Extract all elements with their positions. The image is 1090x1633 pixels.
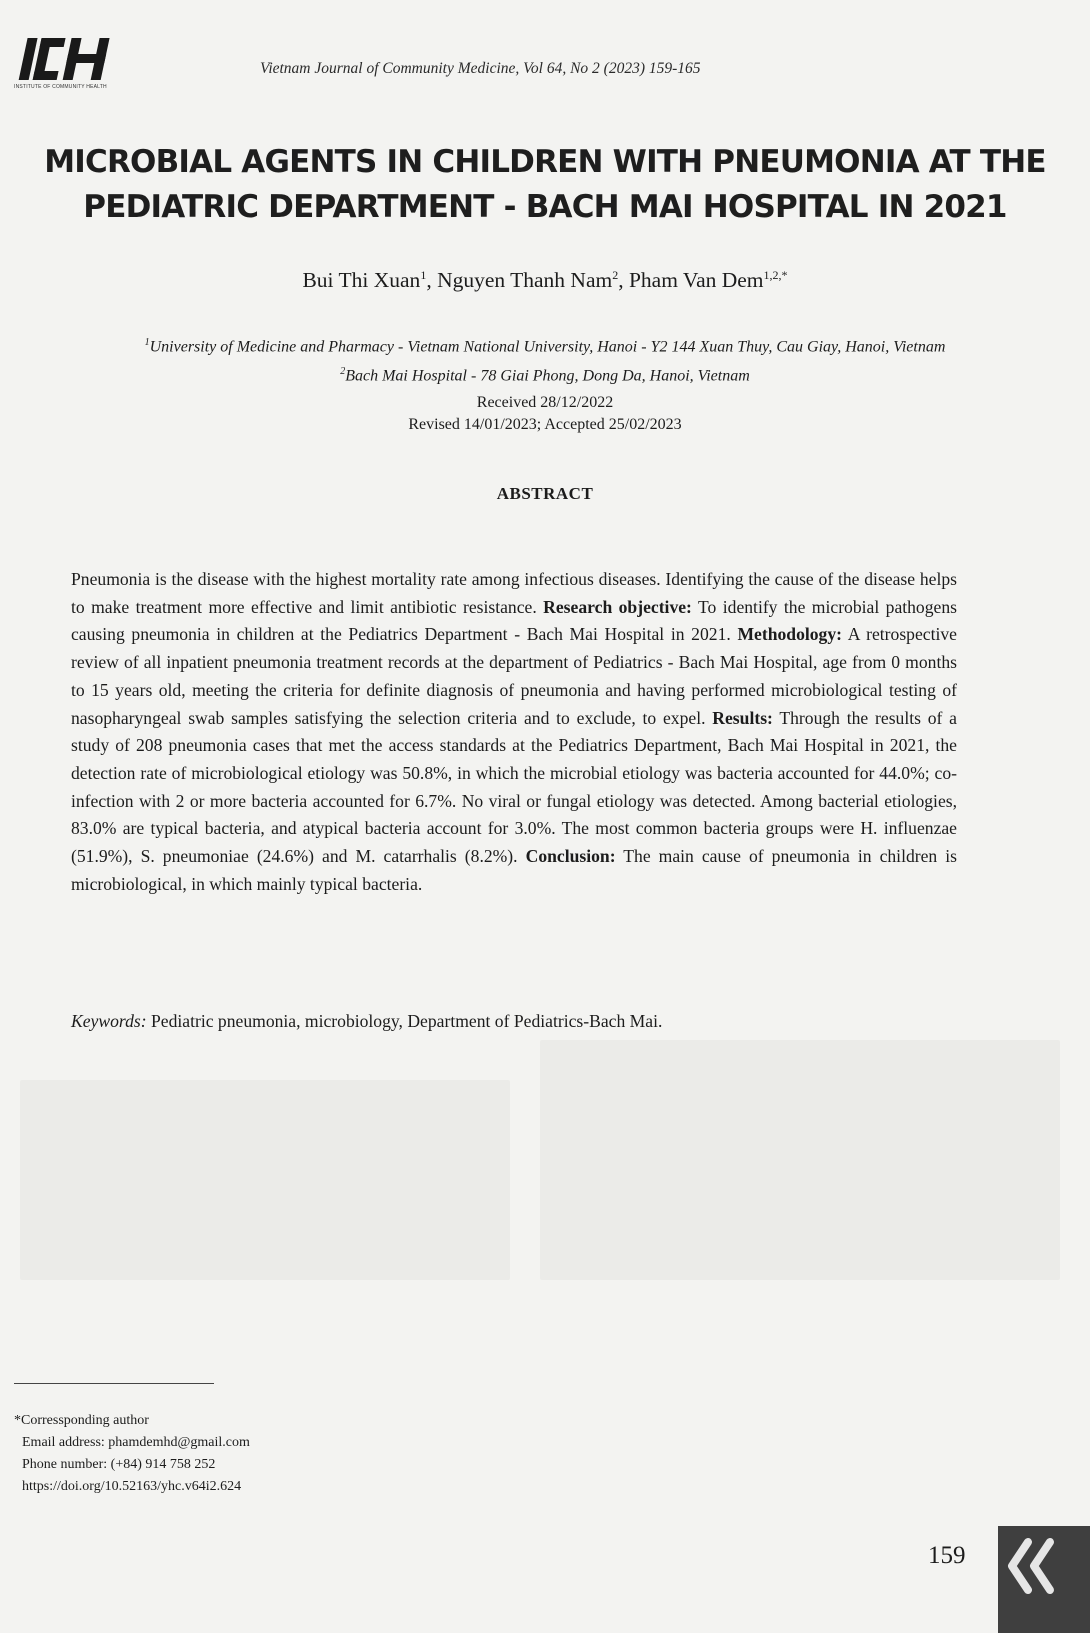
conclusion-text: The main cause of pneumonia in children is microbiological, in which mainly typical bacteria.	[71, 846, 957, 894]
journal-logo	[14, 36, 122, 96]
keywords-label: Keywords:	[71, 1011, 147, 1031]
footnote-phone: Phone number: (+84) 914 758 252	[22, 1457, 216, 1472]
affiliation-line	[0, 330, 1090, 359]
author-affil-mark: 1	[420, 268, 427, 282]
affil-number: 1	[144, 337, 150, 348]
author-name: Bui Thi Xuan	[302, 268, 421, 293]
ich-logo-icon	[14, 36, 122, 82]
methodology-label: Methodology:	[737, 624, 843, 645]
footnote-rule	[14, 1383, 214, 1384]
conclusion-label: Conclusion:	[525, 846, 616, 867]
submission-dates	[0, 392, 1090, 436]
keywords-line	[71, 1011, 957, 1032]
affil-text: Bach Mai Hospital - 78 Giai Phong, Dong Da, Hanoi, Vietnam	[345, 367, 750, 385]
objective-label: Research objective:	[543, 596, 692, 617]
footnote-doi: https://doi.org/10.52163/yhc.v64i2.624	[22, 1479, 242, 1494]
abstract-body	[71, 566, 957, 898]
keywords-text: Pediatric pneumonia, microbiology, Department of Pediatrics-Bach Mai.	[151, 1011, 663, 1031]
journal-citation: Vietnam Journal of Community Medicine, Vol 64, No 2 (2023) 159-165	[260, 60, 701, 77]
affil-text: University of Medicine and Pharmacy - Vietnam National University, Hanoi - Y2 144 Xuan Thuy, Cau Giay, Hanoi, Vietnam	[149, 338, 946, 356]
paper-title	[0, 140, 1090, 230]
page-number: 159	[928, 1542, 966, 1569]
author-name: Pham Van Dem	[628, 268, 764, 293]
author-affil-mark: 2	[612, 268, 619, 282]
author-name: Nguyen Thanh Nam	[437, 268, 613, 293]
author-affil-mark: 1,2,*	[763, 268, 788, 282]
abstract-intro: Pneumonia is the disease with the highest mortality rate among infectious diseases. Identifying the cause of the disease helps to make treatment more effective and limit antibiotic resistance.	[71, 569, 957, 617]
title-line-2: PEDIATRIC DEPARTMENT - BACH MAI HOSPITAL IN 2021	[83, 189, 1007, 225]
affiliation-line	[0, 359, 1090, 388]
objective-text: To identify the microbial pathogens causing pneumonia in children at the Pediatrics Department - Bach Mai Hospital in 2021.	[71, 596, 957, 645]
corresponding-author-footnote	[14, 1410, 250, 1498]
affiliations	[0, 330, 1090, 389]
double-chevron-left-icon	[1002, 1534, 1058, 1598]
footnote-corresponding: *Corressponding author	[14, 1413, 149, 1428]
revised-accepted-date: Revised 14/01/2023; Accepted 25/02/2023	[408, 416, 682, 433]
logo-subtext: INSTITUTE OF COMMUNITY HEALTH	[14, 84, 107, 90]
abstract-heading: ABSTRACT	[496, 484, 594, 503]
show-through-shade	[20, 1080, 510, 1280]
author-list: Bui Thi Xuan$^1$, Nguyen Thanh Nam$^2$, Pham Van Dem$^{1,2,*}$	[302, 268, 788, 293]
show-through-shade	[540, 1040, 1060, 1280]
results-text: Through the results of a study of 208 pneumonia cases that met the access standards at the Pediatrics Department, Bach Mai Hospital in 2021, the detection rate of microbiological etiology was 50.8%, in which the microbial etiology was bacteria accounted for 44.0%; co-infection with 2 or more bacteria accounted for 6.7%. No viral or fungal etiology was detected. Among bacterial etiologies, 83.0% are typical bacteria, and atypical bacteria account for 3.0%. The most common bacteria groups were H. influenzae (51.9%), S. pneumoniae (24.6%) and M. catarrhalis (8.2%).	[71, 707, 957, 867]
affil-number: 2	[340, 366, 346, 378]
received-date: Received 28/12/2022	[476, 394, 614, 411]
corner-tab	[998, 1526, 1090, 1633]
footnote-email: Email address: phamdemhd@gmail.com	[22, 1435, 250, 1450]
title-line-1: MICROBIAL AGENTS IN CHILDREN WITH PNEUMONIA AT THE	[44, 144, 1046, 180]
methodology-text: A retrospective review of all inpatient pneumonia treatment records at the department of Pediatrics - Bach Mai Hospital, age from 0 months to 15 years old, meeting the criteria for definite diagnosis of pneumonia and having performed microbiological testing of nasopharyngeal swab samples satisfying the selection criteria and to exclude, to expel.	[71, 624, 957, 728]
results-label: Results:	[712, 707, 773, 728]
